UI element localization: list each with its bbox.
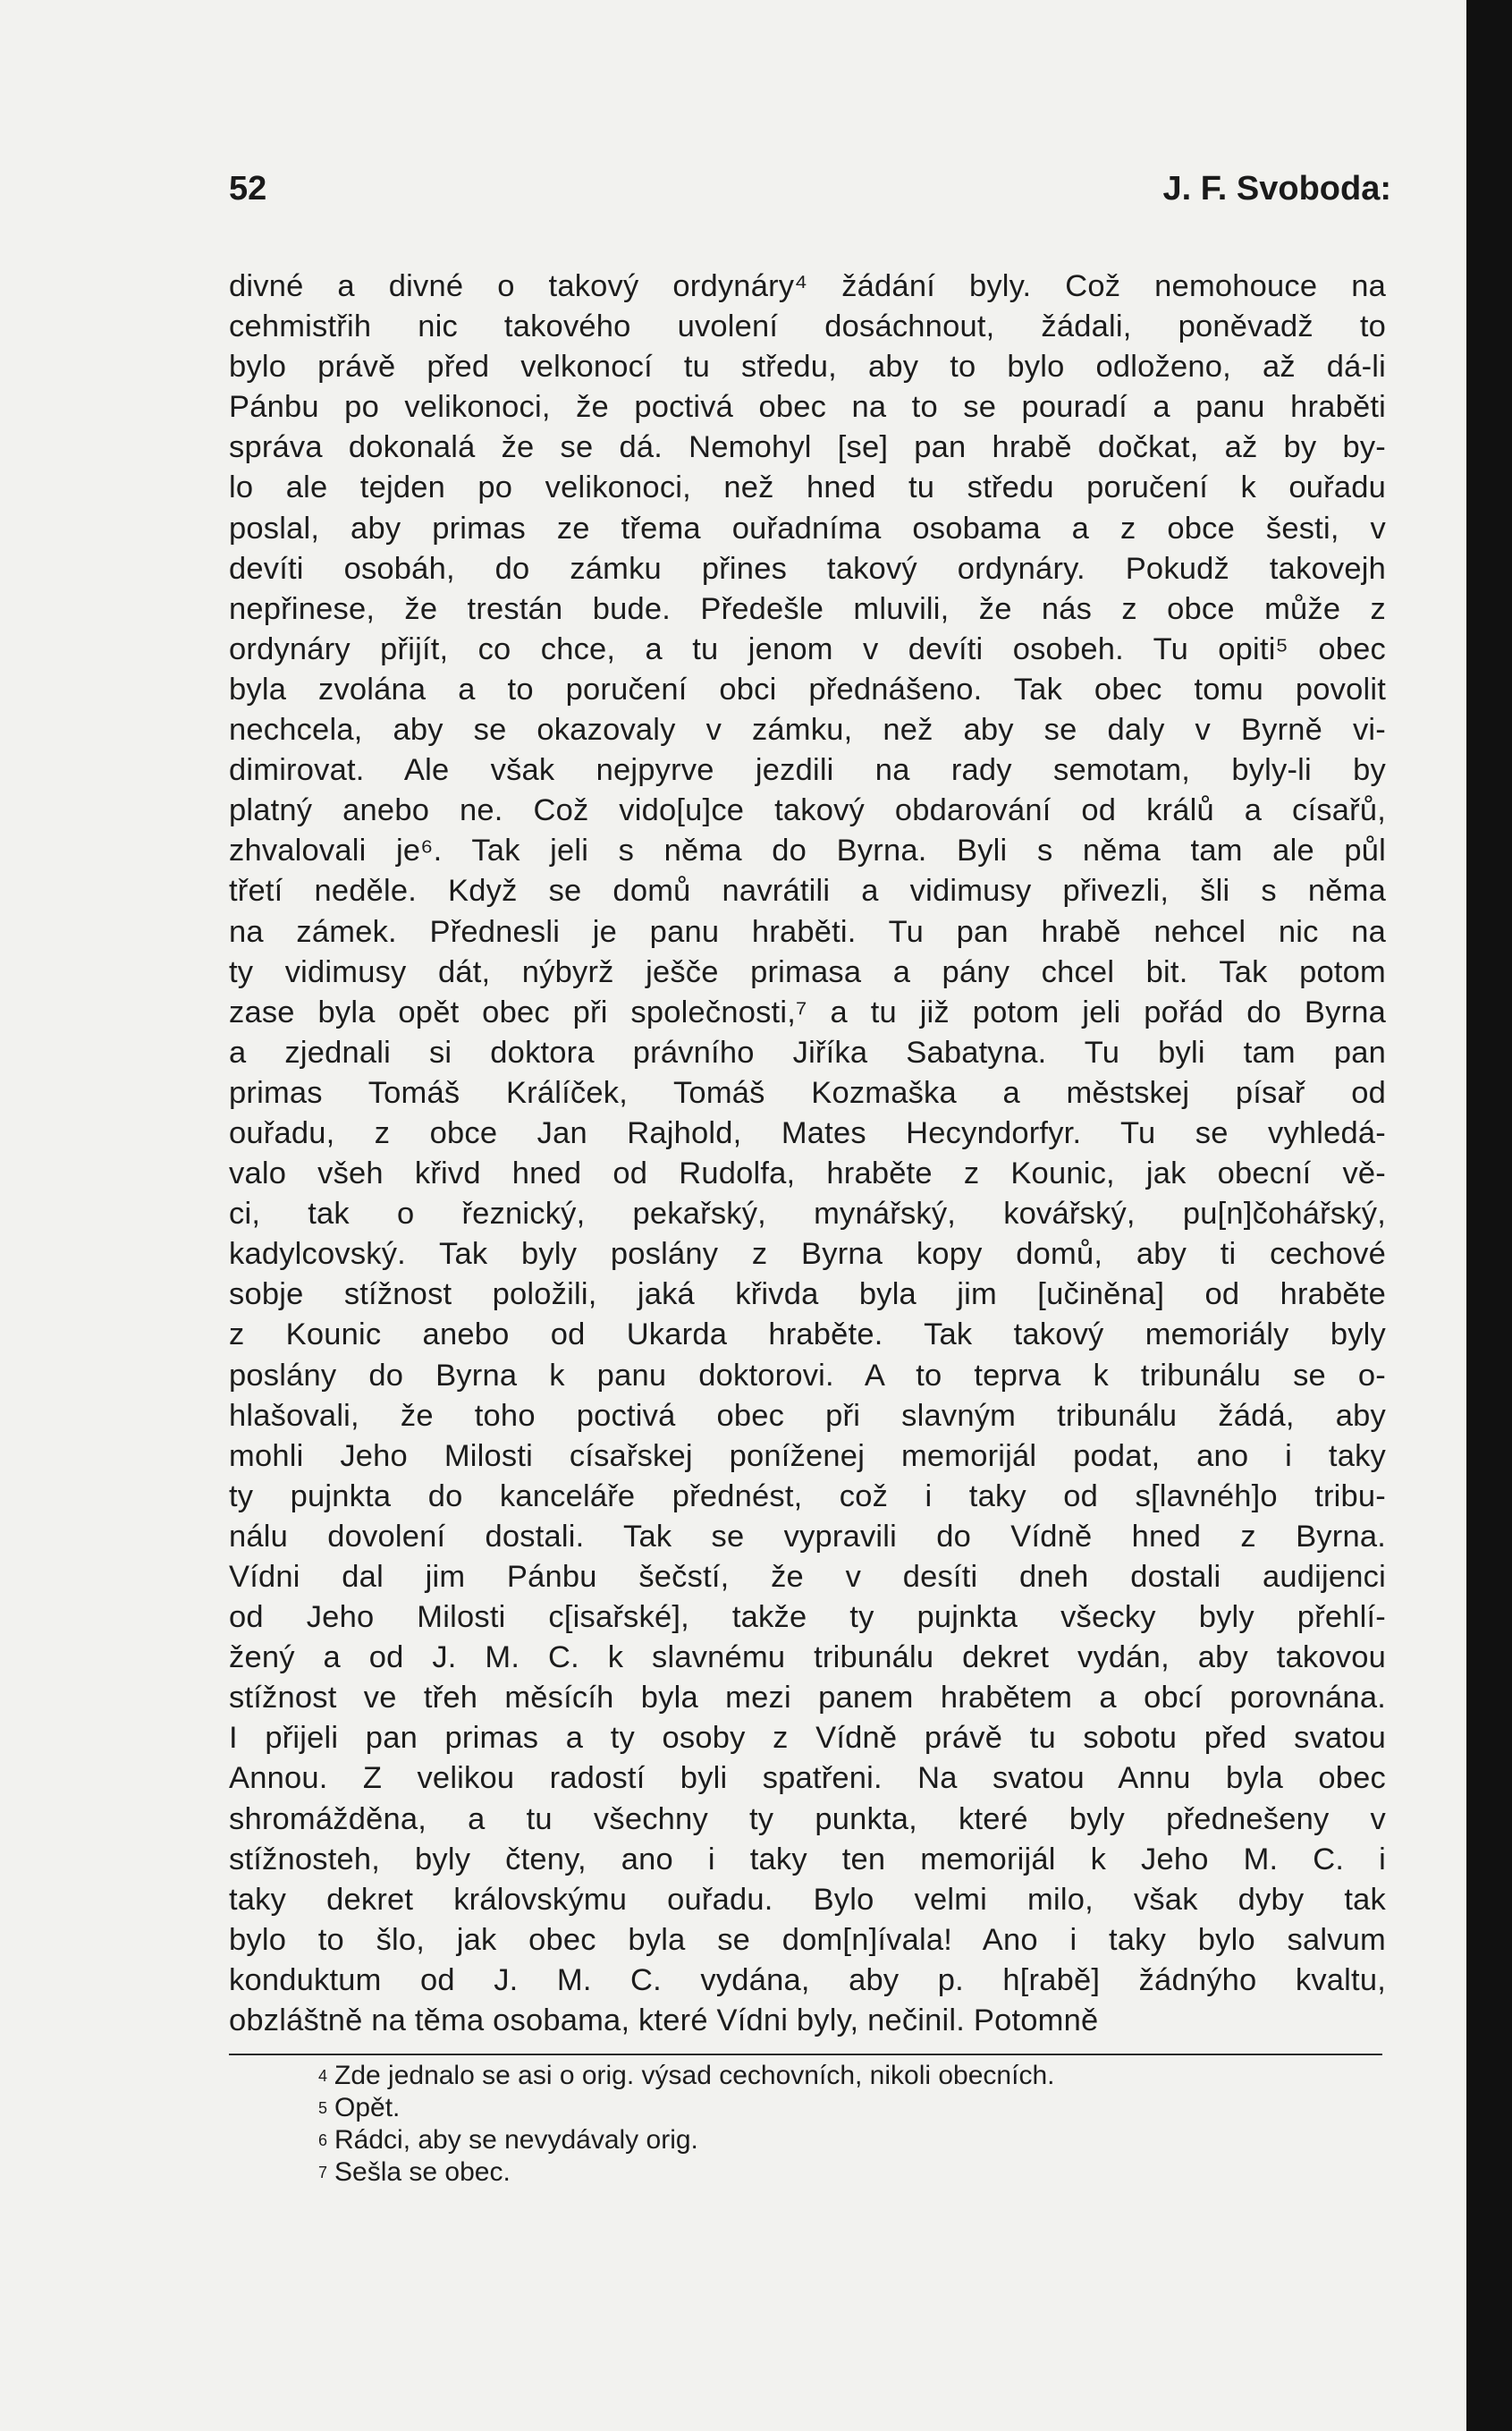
text-line: stížnosteh, byly čteny, ano i taky ten memorijál k Jeho M. C. i [229, 1842, 1386, 1876]
text-line: sobje stížnost položili, jaká křivda byla jim [učiněna] od hraběte [229, 1277, 1386, 1312]
text-line: ouřadu, z obce Jan Rajhold, Mates Hecyndorfyr. Tu se vyhledá- [229, 1115, 1386, 1150]
text-line: kadylcovský. Tak byly poslány z Byrna kopy domů, aby ti cechové [229, 1237, 1386, 1272]
footnote [304, 2060, 1377, 2092]
text-line: Vídni dal jim Pánbu šečstí, že v desíti dneh dostali audijenci [229, 1560, 1386, 1594]
text-line: hlašovali, že toho poctivá obec při slavným tribunálu žádá, aby [229, 1398, 1386, 1433]
text-line: ty vidimusy dát, nýbyrž ješče primasa a pány chcel bit. Tak potom [229, 954, 1386, 989]
text-line: z Kounic anebo od Ukarda hraběte. Tak takový memoriály byly [229, 1317, 1386, 1352]
text-line: poslány do Byrna k panu doktorovi. A to teprva k tribunálu se o- [229, 1358, 1386, 1393]
text-line: ordynáry přijít, co chce, a tu jenom v devíti osobeh. Tu opiti⁵ obec [229, 631, 1386, 666]
footnote [304, 2092, 1377, 2124]
text-line: I přijeli pan primas a ty osoby z Vídně právě tu sobotu před svatou [229, 1721, 1386, 1756]
text-line: ci, tak o řeznický, pekařský, mynářský, kovářský, pu[n]čohářský, [229, 1197, 1386, 1232]
footnote-text: Sešla se obec. [334, 2157, 511, 2187]
footnote-divider [229, 2054, 1382, 2055]
text-line: stížnost ve třeh měsícíh byla mezi panem hrabětem a obcí porovnána. [229, 1681, 1386, 1715]
text-line: primas Tomáš Králíček, Tomáš Kozmaška a městskej písař od [229, 1075, 1386, 1110]
footnote [304, 2156, 1377, 2189]
text-line: dimirovat. Ale však nejpyrve jezdili na rady semotam, byly-li by [229, 753, 1386, 788]
footnote [304, 2124, 1377, 2156]
text-line: divné a divné o takový ordynáry⁴ žádání byly. Což nemohouce na [229, 269, 1386, 303]
text-line: lo ale tejden po velikonoci, než hned tu středu poručení k ouřadu [229, 470, 1386, 505]
text-line: devíti osobáh, do zámku přines takový ordynáry. Pokudž takovejh [229, 551, 1386, 586]
page-header [229, 170, 1391, 224]
body-text [229, 267, 1386, 2041]
text-line: shromážděna, a tu všechny ty punkta, které byly přednešeny v [229, 1801, 1386, 1836]
text-line: správa dokonalá že se dá. Nemohyl [se] pan hrabě dočkat, až by by- [229, 430, 1386, 465]
text-line: byla zvolána a to poručení obci přednášeno. Tak obec tomu povolit [229, 672, 1386, 707]
text-line: obzláštně na těma osobama, které Vídni byly, nečinil. Potomně [229, 2003, 1099, 2038]
text-line: třetí neděle. Když se domů navrátili a vidimusy přivezli, šli s něma [229, 874, 1386, 909]
text-line: od Jeho Milosti c[isařské], takže ty pujnkta všecky byly přehlí- [229, 1600, 1386, 1635]
footnote-text: Opět. [334, 2093, 401, 2122]
footnote-mark: 5 [317, 2099, 327, 2117]
text-line: Annou. Z velikou radostí byli spatřeni. Na svatou Annu byla obec [229, 1761, 1386, 1796]
text-line: bylo to šlo, jak obec byla se dom[n]ívala! Ano i taky bylo salvum [229, 1922, 1386, 1957]
text-line: nálu dovolení dostali. Tak se vypravili do Vídně hned z Byrna. [229, 1519, 1386, 1554]
text-line: zhvalovali je⁶. Tak jeli s něma do Byrna. Byli s něma tam ale půl [229, 834, 1386, 868]
footnotes [304, 2060, 1377, 2189]
footnote-text: Rádci, aby se nevydávaly orig. [334, 2125, 698, 2155]
text-line: na zámek. Přednesli je panu hraběti. Tu pan hrabě nehcel nic na [229, 914, 1386, 949]
footnote-mark: 6 [317, 2131, 327, 2149]
text-line: mohli Jeho Milosti císařskej poníženej memorijál podat, ano i taky [229, 1438, 1386, 1473]
footnote-mark: 4 [317, 2067, 327, 2085]
text-line: poslal, aby primas ze třema ouřadníma osobama a z obce šesti, v [229, 511, 1386, 546]
text-line: ty pujnkta do kanceláře přednést, což i taky od s[lavnéh]o tribu- [229, 1478, 1386, 1513]
text-line: nechcela, aby se okazovaly v zámku, než aby se daly v Byrně vi- [229, 713, 1386, 748]
text-line: cehmistřih nic takového uvolení dosáchnout, žádali, poněvadž to [229, 309, 1386, 344]
text-line: a zjednali si doktora právního Jiříka Sabatyna. Tu byli tam pan [229, 1035, 1386, 1070]
page-number: 52 [229, 170, 267, 208]
text-line: valo všeh křivd hned od Rudolfa, hraběte z Kounic, jak obecní vě- [229, 1156, 1386, 1191]
text-line: Pánbu po velikonoci, že poctivá obec na to se pouradí a panu hraběti [229, 390, 1386, 425]
text-line: nepřinese, že trestán bude. Předešle mluvili, že nás z obce může z [229, 591, 1386, 626]
running-head: J. F. Svoboda: [1162, 170, 1391, 208]
text-line: taky dekret královskýmu ouřadu. Bylo velmi milo, však dyby tak [229, 1882, 1386, 1917]
footnote-mark: 7 [317, 2164, 327, 2181]
text-line: konduktum od J. M. C. vydána, aby p. h[rabě] žádnýho kvaltu, [229, 1962, 1386, 1997]
text-line: zase byla opět obec při společnosti,⁷ a tu již potom jeli pořád do Byrna [229, 995, 1386, 1029]
text-line: bylo právě před velkonocí tu středu, aby to bylo odloženo, až dá-li [229, 350, 1386, 385]
footnote-text: Zde jednalo se asi o orig. výsad cechovních, nikoli obecních. [334, 2061, 1055, 2090]
text-line: žený a od J. M. C. k slavnému tribunálu dekret vydán, aby takovou [229, 1640, 1386, 1675]
text-line: platný anebo ne. Což vido[u]ce takový obdarování od králů a císařů, [229, 793, 1386, 828]
